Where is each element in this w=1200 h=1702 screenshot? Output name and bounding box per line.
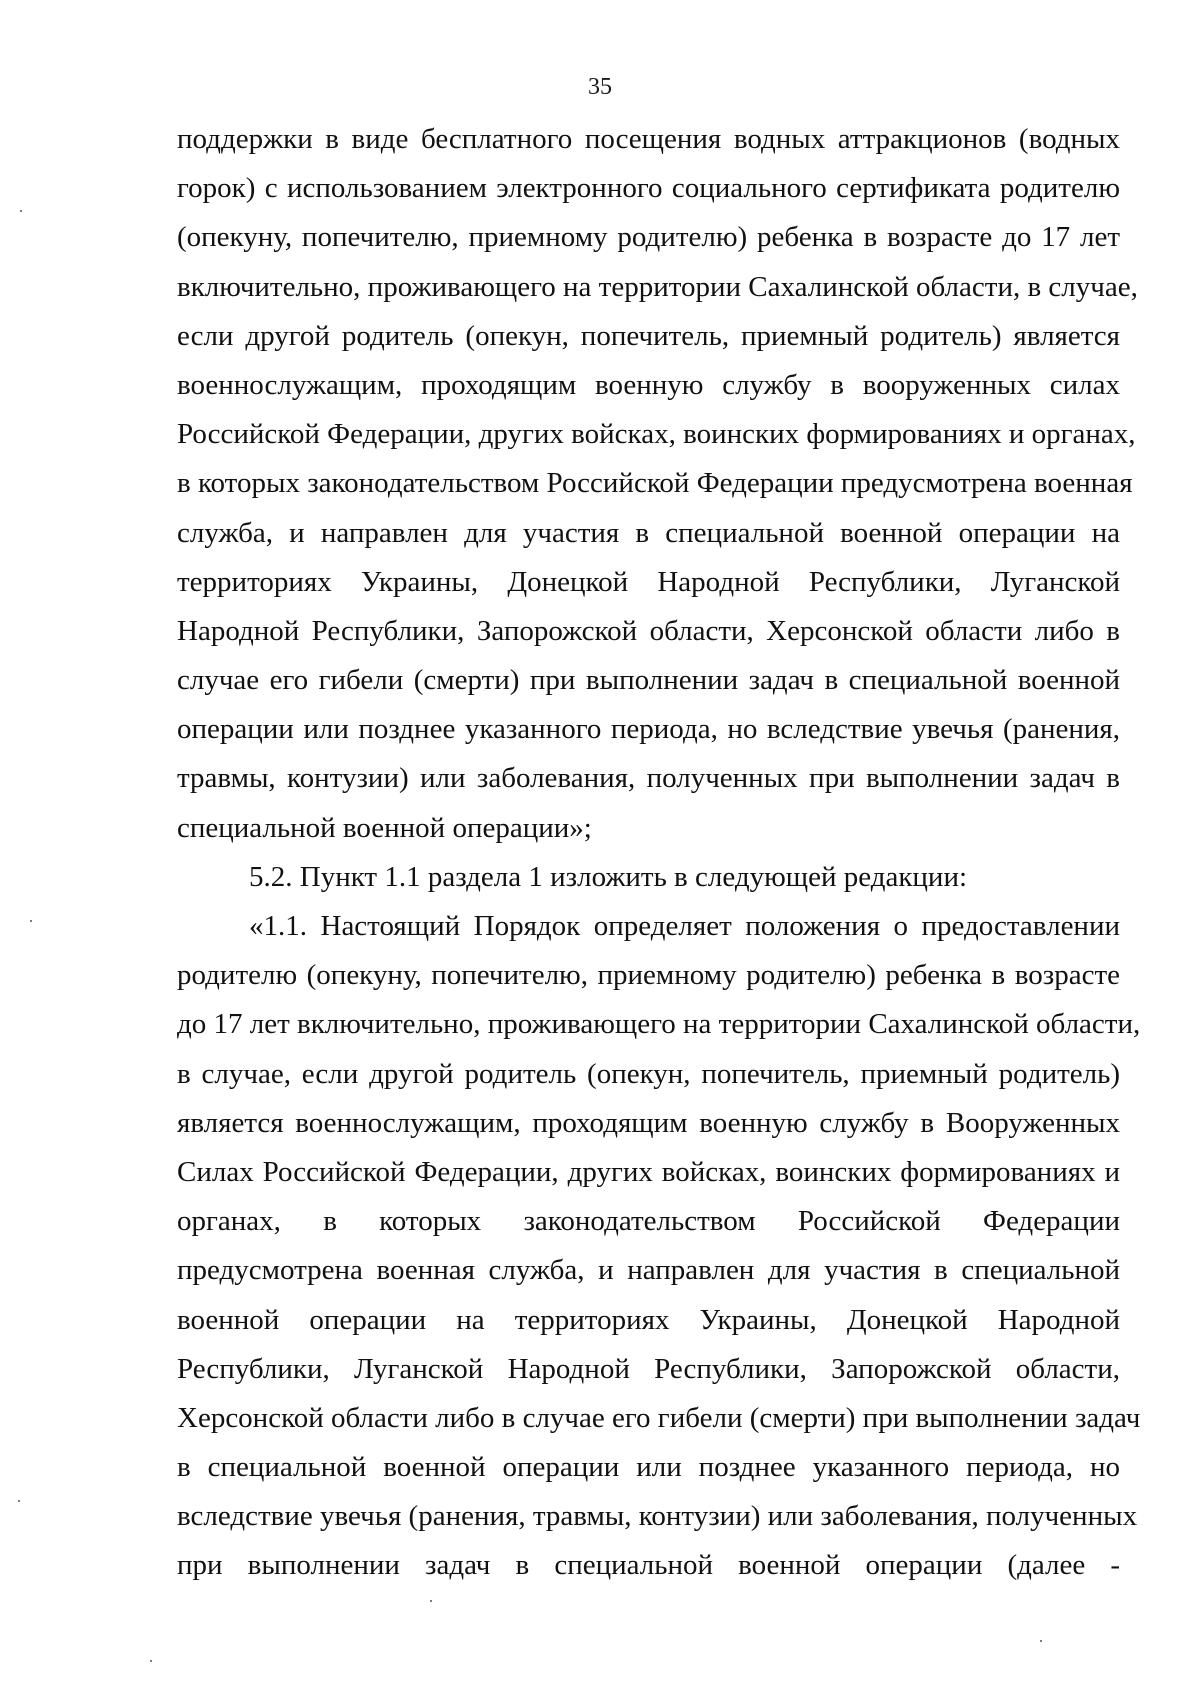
scan-speck	[30, 920, 32, 922]
text-line: служба, и направлен для участия в специальной военной операции на	[177, 516, 1120, 549]
text-line: территориях Украины, Донецкой Народной Республики, Луганской	[177, 565, 1120, 598]
document-body	[177, 115, 1141, 1591]
text-line: родителю (опекуну, попечителю, приемному родителю) ребенка в возрасте	[177, 959, 1120, 992]
text-line: является военнослужащим, проходящим военную службу в Вооруженных	[177, 1106, 1120, 1139]
text-line: Российской Федерации, других войсках, воинских формированиях и органах,	[177, 418, 1136, 451]
text-line: Херсонской области либо в случае его гибели (смерти) при выполнении задач	[177, 1401, 1141, 1434]
scan-speck	[150, 1660, 152, 1662]
text-line: Силах Российской Федерации, других войсках, воинских формированиях и	[177, 1155, 1120, 1188]
text-line: (опекуну, попечителю, приемному родителю) ребенка в возрасте до 17 лет	[177, 221, 1120, 254]
text-line: военнослужащим, проходящим военную службу в вооруженных силах	[177, 368, 1120, 401]
text-line: предусмотрена военная служба, и направлен для участия в специальной	[177, 1254, 1120, 1287]
text-line: «1.1. Настоящий Порядок определяет положения о предоставлении	[249, 910, 1120, 942]
text-line: в случае, если другой родитель (опекун, попечитель, приемный родитель)	[177, 1057, 1120, 1090]
scan-speck	[20, 210, 22, 212]
text-line: военной операции на территориях Украины, Донецкой Народной	[177, 1303, 1120, 1336]
text-line: Республики, Луганской Народной Республики, Запорожской области,	[177, 1352, 1120, 1385]
page-number: 35	[588, 74, 612, 100]
scan-speck	[1040, 1640, 1042, 1642]
text-line: случае его гибели (смерти) при выполнении задач в специальной военной	[177, 664, 1120, 697]
text-line: до 17 лет включительно, проживающего на территории Сахалинской области,	[177, 1008, 1141, 1041]
text-line: специальной военной операции»;	[177, 811, 592, 844]
scan-speck	[430, 1600, 432, 1602]
scan-speck	[18, 1500, 20, 1502]
text-line: Народной Республики, Запорожской области, Херсонской области либо в	[177, 614, 1120, 647]
text-line: в которых законодательством Российской Федерации предусмотрена военная	[177, 467, 1133, 500]
text-line: вследствие увечья (ранения, травмы, контузии) или заболевания, полученных	[177, 1500, 1138, 1533]
text-line: 5.2. Пункт 1.1 раздела 1 изложить в следующей редакции:	[249, 860, 968, 893]
text-line: в специальной военной операции или позднее указанного периода, но	[177, 1451, 1120, 1484]
text-line: травмы, контузии) или заболевания, полученных при выполнении задач в	[177, 762, 1120, 795]
text-line: горок) с использованием электронного социального сертификата родителю	[177, 172, 1120, 205]
text-line: органах, в которых законодательством Российской Федерации	[177, 1205, 1120, 1238]
text-line: поддержки в виде бесплатного посещения водных аттракционов (водных	[177, 123, 1120, 155]
text-line: при выполнении задач в специальной военной операции (далее -	[177, 1549, 1120, 1582]
text-line: если другой родитель (опекун, попечитель, приемный родитель) является	[177, 319, 1120, 352]
text-line: включительно, проживающего на территории Сахалинской области, в случае,	[177, 270, 1138, 303]
text-line: операции или позднее указанного периода, но вследствие увечья (ранения,	[177, 713, 1120, 746]
